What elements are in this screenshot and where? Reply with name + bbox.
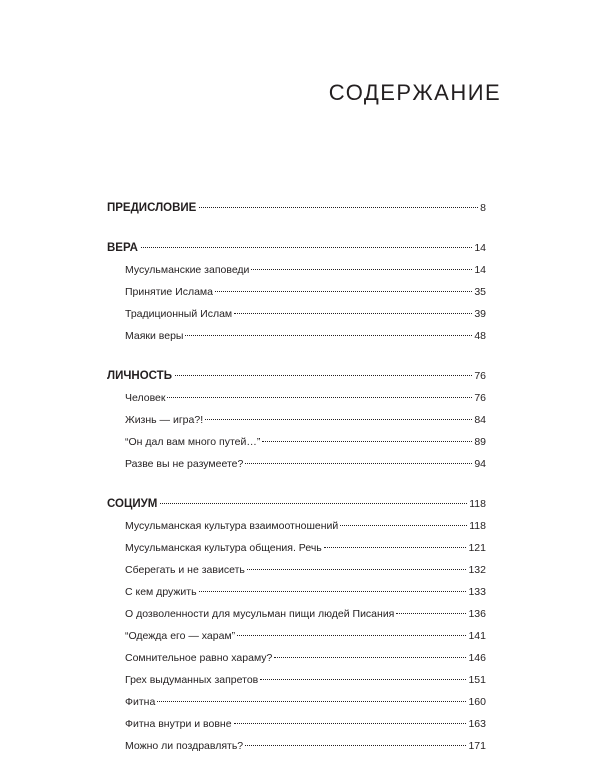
leader-dots	[205, 419, 472, 420]
page-number: 151	[468, 674, 486, 686]
page-number: 48	[474, 330, 486, 342]
entry-title: Фитна внутри и вовне	[125, 718, 232, 730]
leader-dots	[234, 723, 467, 724]
page-number: 171	[468, 740, 486, 752]
entry-title: Человек	[125, 392, 166, 404]
page-number: 163	[468, 718, 486, 730]
entry-title: Мусульманская культура взаимоотношений	[125, 520, 339, 532]
entry-title: Сомнительное равно хараму?	[125, 652, 273, 664]
leader-dots	[274, 657, 466, 658]
entry-title: Разве вы не разумеете?	[125, 458, 244, 470]
page-number: 136	[468, 608, 486, 620]
page-title: СОДЕРЖАНИЕ	[328, 80, 502, 105]
page-number: 118	[469, 520, 486, 532]
leader-dots	[141, 247, 472, 248]
page-number: 39	[474, 308, 486, 320]
page-number: 94	[474, 458, 486, 470]
leader-dots	[340, 525, 467, 526]
page-number: 141	[468, 630, 486, 642]
section-title: ВЕРА	[107, 242, 138, 254]
toc-entry	[107, 696, 486, 718]
toc-entry	[107, 436, 486, 458]
toc-section-heading	[107, 498, 486, 520]
toc-entry	[107, 674, 486, 696]
toc-entry	[107, 652, 486, 674]
page-number: 76	[474, 370, 486, 382]
leader-dots	[167, 397, 472, 398]
entry-title: Фитна	[125, 696, 156, 708]
toc-entry	[107, 564, 486, 586]
toc-entry	[107, 718, 486, 740]
page-number: 121	[468, 542, 486, 554]
toc-section	[107, 202, 486, 224]
section-title: ЛИЧНОСТЬ	[107, 370, 172, 382]
toc-entry	[107, 520, 486, 542]
leader-dots	[199, 591, 467, 592]
toc-section-heading	[107, 370, 486, 392]
leader-dots	[199, 207, 478, 208]
leader-dots	[175, 375, 472, 376]
toc-section-heading	[107, 242, 486, 264]
entry-title: Маяки веры	[125, 330, 184, 342]
toc-entry	[107, 740, 486, 762]
entry-title: Грех выдуманных запретов	[125, 674, 259, 686]
toc-entry	[107, 630, 486, 652]
page-number: 118	[469, 498, 486, 510]
page-number: 14	[474, 264, 486, 276]
entry-title: Принятие Ислама	[125, 286, 213, 298]
page-number: 76	[474, 392, 486, 404]
leader-dots	[245, 745, 466, 746]
page-number: 160	[468, 696, 486, 708]
entry-title: С кем дружить	[125, 586, 197, 598]
leader-dots	[260, 679, 466, 680]
entry-title: “Он дал вам много путей…”	[125, 436, 261, 448]
toc-entry	[107, 542, 486, 564]
leader-dots	[234, 313, 472, 314]
leader-dots	[396, 613, 466, 614]
toc-section	[107, 242, 486, 352]
toc-entry	[107, 414, 486, 436]
entry-title: Мусульманская культура общения. Речь	[125, 542, 322, 554]
page-number: 84	[474, 414, 486, 426]
page-number: 8	[480, 202, 486, 214]
toc-entry	[107, 608, 486, 630]
leader-dots	[245, 463, 472, 464]
toc-entry	[107, 458, 486, 480]
leader-dots	[251, 269, 472, 270]
page-number: 89	[474, 436, 486, 448]
leader-dots	[160, 503, 467, 504]
entry-title: Мусульманские заповеди	[125, 264, 250, 276]
leader-dots	[262, 441, 472, 442]
toc-entry	[107, 392, 486, 414]
leader-dots	[215, 291, 472, 292]
leader-dots	[185, 335, 472, 336]
leader-dots	[247, 569, 467, 570]
toc-entry	[107, 586, 486, 608]
page-number: 132	[468, 564, 486, 576]
leader-dots	[324, 547, 467, 548]
entry-title: Жизнь — игра?!	[125, 414, 204, 426]
section-title: СОЦИУМ	[107, 498, 158, 510]
toc-section	[107, 498, 486, 762]
entry-title: “Одежда его — харам”	[125, 630, 236, 642]
page-number: 35	[474, 286, 486, 298]
leader-dots	[157, 701, 466, 702]
entry-title: Можно ли поздравлять?	[125, 740, 244, 752]
toc-entry	[107, 286, 486, 308]
toc-section	[107, 370, 486, 480]
toc-entry	[107, 308, 486, 330]
entry-title: Сберегать и не зависеть	[125, 564, 245, 576]
entry-title: Традиционный Ислам	[125, 308, 233, 320]
entry-title: О дозволенности для мусульман пищи людей Писания	[125, 608, 395, 620]
page-number: 146	[468, 652, 486, 664]
table-of-contents	[107, 202, 486, 780]
page-number: 14	[474, 242, 486, 254]
toc-entry	[107, 330, 486, 352]
leader-dots	[237, 635, 466, 636]
page-number: 133	[468, 586, 486, 598]
toc-section-heading	[107, 202, 486, 224]
toc-entry	[107, 264, 486, 286]
section-title: ПРЕДИСЛОВИЕ	[107, 202, 197, 214]
